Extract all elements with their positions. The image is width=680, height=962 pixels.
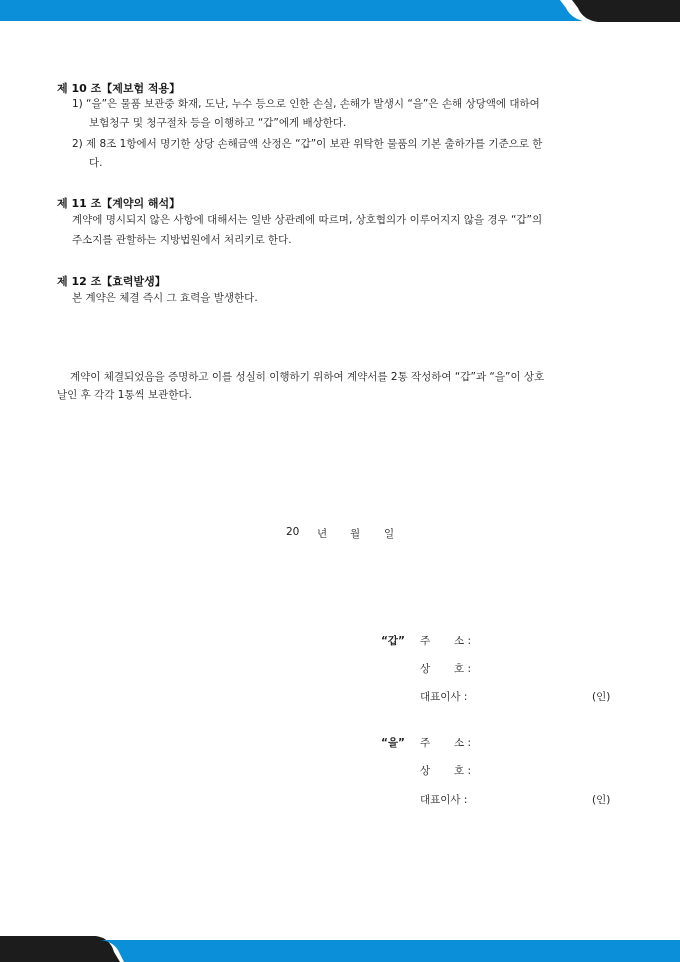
party-eul-address-label-a: 주: [420, 737, 431, 749]
article-11-heading: 제 11 조【계약의 해석】: [57, 197, 181, 210]
article-10-heading: 제 10 조【제보험 적용】: [57, 82, 181, 95]
top-banner: [0, 0, 680, 26]
top-banner-blue: [0, 0, 600, 21]
party-eul-label: “을”: [381, 737, 405, 749]
article-11-line2: 주소지를 관할하는 지방법원에서 처리키로 한다.: [72, 234, 292, 246]
closing-line1: 계약이 체결되었음을 증명하고 이를 성실히 이행하기 위하여 계약서를 2통 작성하여 “갑”과 “을”이 상호: [70, 371, 545, 383]
bottom-banner: [0, 936, 680, 962]
date-year-label: 년: [317, 528, 328, 540]
party-eul-seal: (인): [592, 794, 611, 806]
article-10-item-2-num: 2): [72, 138, 83, 150]
article-10-item-1-line2: 보험청구 및 청구절차 등을 이행하고 “갑”에게 배상한다.: [89, 117, 347, 129]
party-gap-address-label-b: 소 :: [454, 635, 472, 647]
party-gap-seal: (인): [592, 691, 611, 703]
article-10-item-2-line1: 제 8조 1항에서 명기한 상당 손해금액 산정은 “갑”이 보관 위탁한 물품의 기본 출하가를 기준으로 한: [86, 138, 543, 150]
party-gap-label: “갑”: [381, 635, 405, 647]
article-12-heading: 제 12 조【효력발생】: [57, 275, 166, 288]
party-eul-rep-label: 대표이사 :: [420, 794, 468, 806]
party-eul-company-label-b: 호 :: [454, 765, 472, 777]
date-year-prefix: 20: [286, 526, 300, 538]
party-eul-address-label-b: 소 :: [454, 737, 472, 749]
article-12-line1: 본 계약은 체결 즉시 그 효력을 발생한다.: [72, 292, 258, 304]
party-gap-company-label-a: 상: [420, 663, 431, 675]
article-10-item-1-num: 1): [72, 98, 83, 110]
date-month-label: 월: [350, 528, 361, 540]
party-gap-company-label-b: 호 :: [454, 663, 472, 675]
article-10-item-2-line2: 다.: [89, 157, 103, 169]
article-10-item-1-line1: “을”은 물품 보관중 화재, 도난, 누수 등으로 인한 손실, 손해가 발생시 “을”은 손해 상당액에 대하여: [86, 98, 540, 110]
closing-line2: 날인 후 각각 1통씩 보관한다.: [57, 389, 192, 401]
top-banner-dark: [572, 0, 680, 22]
party-gap-rep-label: 대표이사 :: [420, 691, 468, 703]
bottom-banner-blue: [100, 940, 680, 962]
bottom-banner-dark: [0, 936, 120, 962]
article-11-line1: 계약에 명시되지 않은 사항에 대해서는 일반 상관례에 따르며, 상호협의가 이루어지지 않을 경우 “갑”의: [72, 214, 543, 226]
date-day-label: 일: [384, 528, 395, 540]
party-eul-company-label-a: 상: [420, 765, 431, 777]
party-gap-address-label-a: 주: [420, 635, 431, 647]
